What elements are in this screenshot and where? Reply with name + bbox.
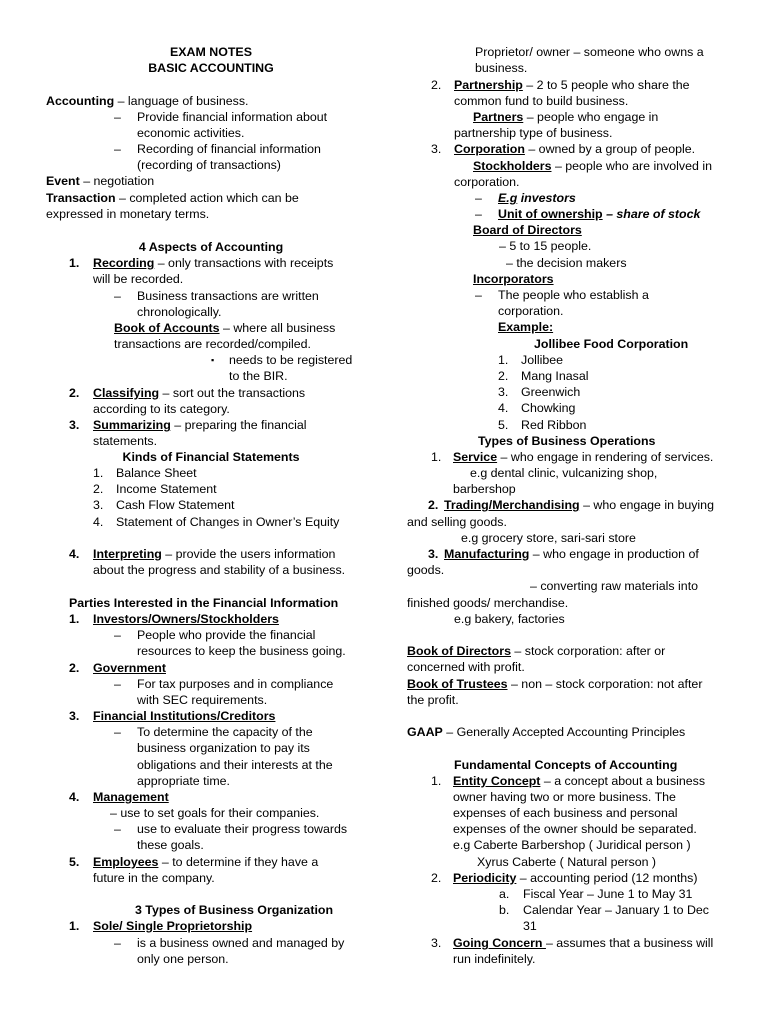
list-item: Mang Inasal: [521, 369, 589, 383]
list-item: To determine the capacity of the: [137, 725, 313, 739]
partners-definition: Partners – people who engage in: [473, 110, 659, 124]
list-item: common fund to build business.: [454, 94, 629, 108]
party-government: Government: [93, 661, 166, 675]
bullet-dash: –: [114, 628, 121, 642]
list-item: future in the company.: [93, 871, 215, 885]
example-heading: Example:: [498, 320, 554, 334]
list-number: 2.: [428, 498, 439, 512]
list-item: use to evaluate their progress towards: [137, 822, 348, 836]
list-number: 4.: [69, 547, 80, 561]
transaction-definition-cont: expressed in monetary terms.: [46, 207, 210, 221]
bullet-dash: –: [114, 822, 121, 836]
list-item: Business transactions are written: [137, 289, 319, 303]
stockholders-definition: Stockholders – people who are involved in: [473, 159, 712, 173]
list-item: Xyrus Caberte ( Natural person ): [477, 855, 657, 869]
entity-concept: Entity Concept – a concept about a business: [453, 774, 706, 788]
party-management: Management: [93, 790, 169, 804]
bullet-dash: –: [114, 936, 121, 950]
list-item: – use to set goals for their companies.: [110, 806, 320, 820]
party-investors: Investors/Owners/Stockholders: [93, 612, 279, 626]
list-item: expenses of each business and personal: [453, 806, 678, 820]
list-item: economic activities.: [137, 126, 245, 140]
operation-trading: Trading/Merchandising – who engage in buying: [444, 498, 714, 512]
document-subtitle: BASIC ACCOUNTING: [148, 61, 274, 75]
bullet-dash: –: [114, 289, 121, 303]
list-number: 1.: [69, 612, 80, 626]
list-item: partnership type of business.: [454, 126, 613, 140]
list-item: People who provide the financial: [137, 628, 316, 642]
list-number: 3.: [498, 385, 509, 399]
list-item: barbershop: [453, 482, 516, 496]
list-number: 5.: [498, 418, 509, 432]
list-item: will be recorded.: [93, 272, 184, 286]
list-number: 3.: [431, 142, 442, 156]
list-number: 2.: [498, 369, 509, 383]
list-item: Jollibee: [521, 353, 564, 367]
list-number: a.: [499, 887, 510, 901]
operation-manufacturing: Manufacturing – who engage in production of: [444, 547, 699, 561]
list-item: corporation.: [498, 304, 564, 318]
list-item: Calendar Year – January 1 to Dec: [523, 903, 709, 917]
list-item: statements.: [93, 434, 158, 448]
org-partnership: Partnership – 2 to 5 people who share the: [454, 78, 690, 92]
list-item: Chowking: [521, 401, 576, 415]
list-item: e.g dental clinic, vulcanizing shop,: [470, 466, 658, 480]
list-item: about the progress and stability of a business.: [93, 563, 346, 577]
aspect-summarizing: Summarizing – preparing the financial: [93, 418, 307, 432]
list-item: Fiscal Year – June 1 to May 31: [523, 887, 693, 901]
list-item: Provide financial information about: [137, 110, 328, 124]
org-corporation: Corporation – owned by a group of people.: [454, 142, 696, 156]
section-heading: Fundamental Concepts of Accounting: [454, 758, 678, 772]
book-of-trustees-definition: Book of Trustees – non – stock corporation: not after: [407, 677, 703, 691]
list-item: expenses of the owner should be separated.: [453, 822, 697, 836]
list-number: 3.: [93, 498, 104, 512]
list-number: 2.: [431, 871, 442, 885]
list-item: Recording of financial information: [137, 142, 321, 156]
going-concern: Going Concern – assumes that a business will: [453, 936, 714, 950]
list-number: 3.: [431, 936, 442, 950]
list-item: e.g grocery store, sari-sari store: [461, 531, 636, 545]
list-number: 4.: [93, 515, 104, 529]
section-heading: Types of Business Operations: [478, 434, 656, 448]
list-item: owner having two or more business. The: [453, 790, 676, 804]
gaap-definition: GAAP – Generally Accepted Accounting Principles: [407, 725, 686, 739]
list-item: e.g bakery, factories: [454, 612, 565, 626]
aspect-classifying: Classifying – sort out the transactions: [93, 386, 306, 400]
list-number: 3.: [69, 418, 80, 432]
list-item: Income Statement: [116, 482, 217, 496]
list-item: Cash Flow Statement: [116, 498, 235, 512]
list-item: – the decision makers: [506, 256, 627, 270]
board-of-directors-heading: Board of Directors: [473, 223, 582, 237]
bullet-dash: –: [114, 110, 121, 124]
example-company: Jollibee Food Corporation: [534, 337, 689, 351]
bullet-dash: –: [475, 207, 482, 221]
list-number: 4.: [498, 401, 509, 415]
list-item: concerned with profit.: [407, 660, 525, 674]
aspect-interpreting: Interpreting – provide the users information: [93, 547, 336, 561]
list-number: b.: [499, 903, 510, 917]
event-definition: Event – negotiation: [46, 174, 155, 188]
list-item: e.g Caberte Barbershop ( Juridical person ): [453, 838, 691, 852]
list-item: resources to keep the business going.: [137, 644, 346, 658]
bullet-dash: –: [475, 191, 482, 205]
list-number: 3.: [69, 709, 80, 723]
list-item: according to its category.: [93, 402, 230, 416]
list-item: these goals.: [137, 838, 204, 852]
list-number: 1.: [431, 450, 442, 464]
list-item: Red Ribbon: [521, 418, 587, 432]
list-item: appropriate time.: [137, 774, 230, 788]
bullet-dash: –: [475, 288, 482, 302]
list-item: with SEC requirements.: [137, 693, 268, 707]
book-of-accounts: Book of Accounts – where all business: [114, 321, 336, 335]
list-item: Statement of Changes in Owner’s Equity: [116, 515, 340, 529]
list-number: 1.: [69, 919, 80, 933]
list-item: chronologically.: [137, 305, 222, 319]
list-number: 1.: [69, 256, 80, 270]
incorporators-heading: Incorporators: [473, 272, 554, 286]
aspect-recording: Recording – only transactions with receipts: [93, 256, 334, 270]
list-item: corporation.: [454, 175, 520, 189]
list-item: only one person.: [137, 952, 229, 966]
list-number: 5.: [69, 855, 80, 869]
bullet-dash: –: [114, 725, 121, 739]
square-bullet-icon: ▪: [211, 355, 215, 365]
list-number: 1.: [93, 466, 104, 480]
list-item: business.: [475, 61, 528, 75]
list-number: 2.: [69, 661, 80, 675]
list-item: business organization to pay its: [137, 741, 310, 755]
list-number: 3.: [428, 547, 439, 561]
list-item: the profit.: [407, 693, 459, 707]
list-item: The people who establish a: [498, 288, 649, 302]
document-title: EXAM NOTES: [170, 45, 252, 59]
list-number: 2.: [93, 482, 104, 496]
party-financial-institutions: Financial Institutions/Creditors: [93, 709, 276, 723]
section-heading: 3 Types of Business Organization: [134, 903, 334, 917]
list-item: Balance Sheet: [116, 466, 197, 480]
section-heading: Kinds of Financial Statements: [122, 450, 300, 464]
book-of-directors-definition: Book of Directors – stock corporation: after or: [407, 644, 666, 658]
list-item: transactions are recorded/compiled.: [114, 337, 311, 351]
list-item: to the BIR.: [229, 369, 288, 383]
list-item: Proprietor/ owner – someone who owns a: [475, 45, 704, 59]
list-item: 31: [523, 919, 537, 933]
list-number: 1.: [498, 353, 509, 367]
org-sole-proprietorship: Sole/ Single Proprietorship: [93, 919, 253, 933]
section-heading: 4 Aspects of Accounting: [138, 240, 284, 254]
bullet-dash: –: [114, 677, 121, 691]
list-item: obligations and their interests at the: [137, 758, 333, 772]
list-number: 2.: [431, 78, 442, 92]
transaction-definition: Transaction – completed action which can be: [46, 191, 299, 205]
list-item: Greenwich: [521, 385, 581, 399]
list-item: – converting raw materials into: [530, 579, 699, 593]
list-number: 4.: [69, 790, 80, 804]
operation-service: Service – who engage in rendering of services.: [453, 450, 714, 464]
list-item: run indefinitely.: [453, 952, 536, 966]
section-heading: Parties Interested in the Financial Information: [69, 596, 339, 610]
list-item: – 5 to 15 people.: [499, 239, 592, 253]
party-employees: Employees – to determine if they have a: [93, 855, 319, 869]
periodicity: Periodicity – accounting period (12 months): [453, 871, 698, 885]
list-item: (recording of transactions): [137, 158, 281, 172]
list-item: is a business owned and managed by: [137, 936, 345, 950]
list-number: 2.: [69, 386, 80, 400]
list-item: E.g investors: [498, 191, 576, 205]
list-item: needs to be registered: [229, 353, 353, 367]
unit-of-ownership: Unit of ownership – share of stock: [498, 207, 701, 221]
bullet-dash: –: [114, 142, 121, 156]
list-item: goods.: [407, 563, 445, 577]
list-item: For tax purposes and in compliance: [137, 677, 334, 691]
list-number: 1.: [431, 774, 442, 788]
accounting-definition: Accounting – language of business.: [46, 94, 249, 108]
list-item: finished goods/ merchandise.: [407, 596, 569, 610]
list-item: and selling goods.: [407, 515, 507, 529]
